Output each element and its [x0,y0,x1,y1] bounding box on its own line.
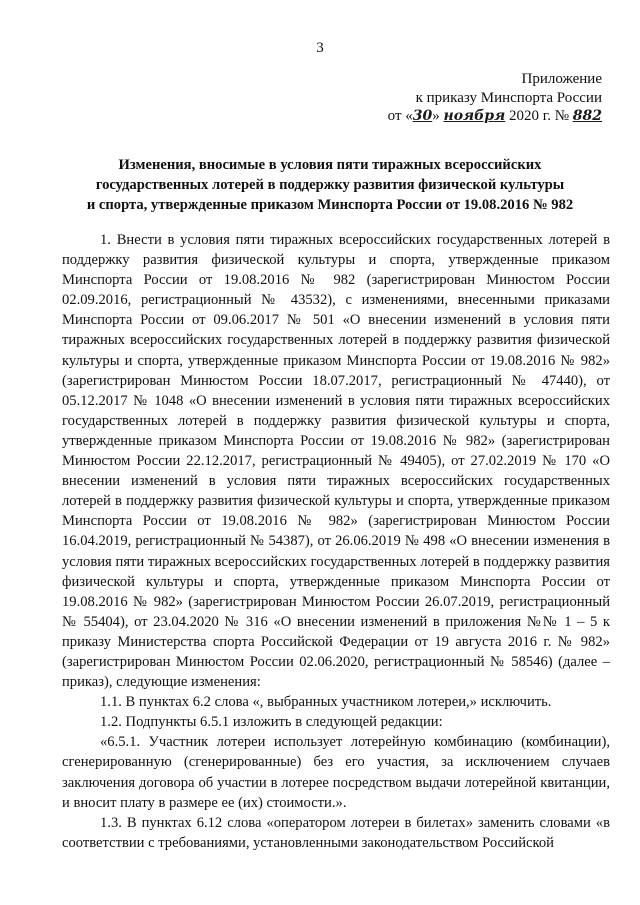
handwritten-day: 30 [412,108,433,124]
date-year: 2020 г. № [508,108,570,124]
paragraph-6-5-1: «6.5.1. Участник лотереи использует лотерейную комбинацию (комбинации), сгенерированную (сгенерированные) без его участия, за исключением случаев заключения договора об участии в лотерее посредством выдачи лотерейной квитанции, и вносит плату в размере ее (их) стоимости.». [62,734,610,811]
document-body [62,230,610,853]
document-title [50,155,610,215]
paragraph-1-2: 1.2. Подпункты 6.5.1 изложить в следующей редакции: [100,714,443,731]
paragraph-1-3: 1.3. В пунктах 6.12 слова «оператором лотереи в билетах» заменить словами «в соответствии с требованиями, установленными законодательством Российской [62,814,610,851]
appendix-date-line [388,107,602,126]
date-mid: » [432,108,440,124]
handwritten-order-number: 882 [572,108,602,124]
date-prefix: от « [387,108,413,124]
paragraph-1: 1. Внести в условия пяти тиражных всероссийских государственных лотерей в поддержку развития физической культуры и спорта, утвержденные приказом Минспорта России от 19.08.2016 № 982 (зарегистрирован Минюстом России 02.09.2016, регистрационный № 43532), с изменениями, внесенными приказами Минспорта России от 09.06.2017 № 501 «О внесении изменений в условия пяти тиражных всероссийских государственных лотерей в поддержку развития физической культуры и спорта, утвержденные приказом Минспорта России от 19.08.2016 № 982» (зарегистрирован Минюстом России 18.07.2017, регистрационный № 47440), от 05.12.2017 № 1048 «О внесении изменений в условия пяти тиражных всероссийских государственных лотерей в поддержку развития физической культуры и спорта, утвержденные приказом Минспорта России от 19.08.2016 № 982» (зарегистрирован Минюстом России 22.12.2017, регистрационный № 49405), от 27.02.2019 № 170 «О внесении изменений в условия пяти тиражных всероссийских государственных лотерей в поддержку развития физической культуры и спорта, утвержденные приказом Минспорта России от 19.08.2016 № 982» (зарегистрирован Минюстом России 16.04.2019, регистрационный № 54387), от 26.06.2019 № 498 «О внесении изменения в условия пяти тиражных всероссийских государственных лотерей в поддержку развития физической культуры и спорта, утвержденные приказом Минспорта России от 19.08.2016 № 982» (зарегистрирован Минюстом России 26.07.2019, регистрационный № 55404), от 23.04.2020 № 316 «О внесении изменений в приложения №№ 1 – 5 к приказу Министерства спорта Российской Федерации от 19 августа 2016 г. № 982» (зарегистрирован Минюстом России 02.06.2020, регистрационный № 58546) (далее – приказ), следующие изменения: [62,232,610,691]
title-line-2: государственных лотерей в поддержку развития физической культуры [95,177,565,193]
paragraph-1-1: 1.1. В пунктах 6.2 слова «, выбранных участником лотереи,» исключить. [100,694,552,711]
handwritten-month: ноября [443,108,506,124]
title-line-1: Изменения, вносимые в условия пяти тиражных всероссийских [118,157,542,173]
title-line-3: и спорта, утвержденные приказом Минспорта России от 19.08.2016 № 982 [86,197,574,213]
appendix-header [388,70,602,126]
appendix-label: Приложение [521,71,602,87]
appendix-order-ref: к приказу Минспорта России [415,89,602,106]
page-number: 3 [316,40,324,56]
